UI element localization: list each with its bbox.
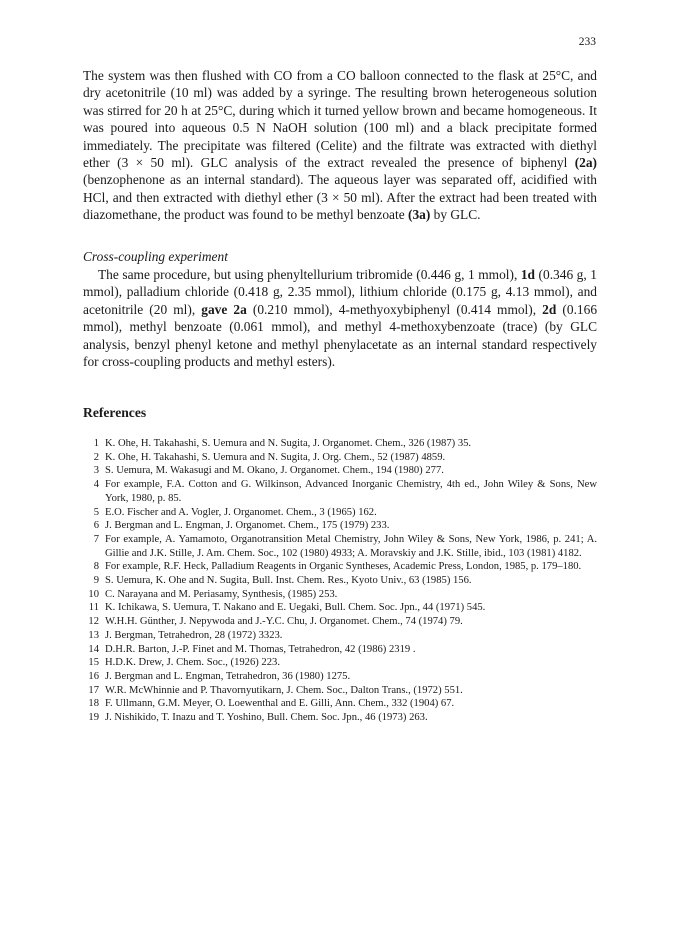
reference-number: 14 [88,643,99,655]
reference-number: 15 [88,657,99,669]
reference-text: W.H.H. Günther, J. Nepywoda and J.-Y.C. Chu, J. Organomet. Chem., 74 (1974) 79. [105,616,463,628]
page-number: 233 [578,36,596,48]
references-list [83,437,597,725]
reference-item [83,711,597,725]
reference-text: K. Ohe, H. Takahashi, S. Uemura and N. Sugita, J. Organomet. Chem., 326 (1987) 35. [105,438,472,449]
reference-number: 3 [93,465,99,477]
reference-item [83,601,597,615]
experimental-paragraph: The system was then flushed with CO from a CO balloon connected to the flask at 25°C, and dry acetonitrile (10 ml) was added by a syringe. The resulting brown heterogeneous solution was stirred for 20 h at 25°C, during which it turned yellow brown and became homogeneous. It was poured into aqueous 0.5 N NaOH solution (100 ml) and a black precipitate formed immediately. The precipitate was filtered (Celite) and the filtrate was extracted with diethyl ether (3 × 50 ml). GLC analysis of the extract revealed the presence of biphenyl (2a) (benzophenone as an internal standard). The aqueous layer was separated off, acidified with HCl, and then extracted with diethyl ether (3 × 50 ml). After the extract had been treated with diazomethane, the product was found to be methyl benzoate (3a) by GLC. [83,68,597,223]
reference-item [83,478,597,505]
reference-number: 8 [93,561,99,573]
reference-item [83,670,597,684]
reference-text: For example, F.A. Cotton and G. Wilkinson, Advanced Inorganic Chemistry, 4th ed., John Wiley & Sons, New York, 1980, p. 85. [105,479,597,504]
reference-text: S. Uemura, M. Wakasugi and M. Okano, J. Organomet. Chem., 194 (1980) 277. [105,465,444,477]
reference-item [83,615,597,629]
reference-item [83,656,597,670]
cross-coupling-paragraph: The same procedure, but using phenyltellurium tribromide (0.446 g, 1 mmol), 1d (0.346 g, 1 mmol), palladium chloride (0.418 g, 2.35 mmol), lithium chloride (0.175 g, 4.13 mmol), and acetonitrile (20 ml), gave 2a (0.210 mmol), 4-methyoxybiphenyl (0.414 mmol), 2d (0.166 mmol), methyl benzoate (0.061 mmol), and methyl 4-methoxybenzoate (trace) (by GLC analysis, benzyl phenyl ketone and methyl phenylacetate as an internal standard respectively for cross-coupling products and methyl esters). [83,267,598,370]
reference-number: 7 [93,533,99,545]
reference-item [83,451,597,465]
reference-text: J. Nishikido, T. Inazu and T. Yoshino, Bull. Chem. Soc. Jpn., 46 (1973) 263. [105,712,428,724]
reference-text: For example, R.F. Heck, Palladium Reagents in Organic Syntheses, Academic Press, London, 1985, p. 179–180. [105,561,582,573]
reference-number: 16 [88,670,99,682]
reference-item [83,574,597,588]
reference-number: 4 [93,479,99,491]
reference-item [83,506,597,520]
reference-text: J. Bergman and L. Engman, J. Organomet. Chem., 175 (1979) 233. [105,520,390,532]
reference-text: C. Narayana and M. Periasamy, Synthesis, (1985) 253. [105,588,338,600]
reference-number: 2 [93,451,99,463]
references-heading: References [83,405,147,420]
reference-item [83,684,597,698]
reference-number: 6 [93,520,99,532]
reference-number: 11 [88,602,99,614]
reference-item [83,533,597,560]
reference-text: K. Ohe, H. Takahashi, S. Uemura and N. Sugita, J. Org. Chem., 52 (1987) 4859. [105,451,446,463]
reference-text: K. Ichikawa, S. Uemura, T. Nakano and E. Uegaki, Bull. Chem. Soc. Jpn., 44 (1971) 545. [105,602,486,614]
reference-item [83,629,597,643]
reference-text: H.D.K. Drew, J. Chem. Soc., (1926) 223. [105,657,280,669]
reference-text: E.O. Fischer and A. Vogler, J. Organomet. Chem., 3 (1965) 162. [105,506,377,518]
reference-item [83,560,597,574]
reference-number: 12 [88,616,99,628]
reference-text: J. Bergman, Tetrahedron, 28 (1972) 3323. [105,629,283,641]
reference-item [83,588,597,602]
reference-item [83,437,597,451]
reference-item [83,643,597,657]
reference-text: D.H.R. Barton, J.-P. Finet and M. Thomas, Tetrahedron, 42 (1986) 2319 . [105,643,416,655]
reference-text: F. Ullmann, G.M. Meyer, O. Loewenthal and E. Gilli, Ann. Chem., 332 (1904) 67. [105,698,455,710]
reference-number: 10 [88,588,99,600]
reference-number: 9 [93,575,99,587]
reference-number: 19 [88,712,99,724]
section-heading: Cross-coupling experiment [83,249,228,264]
reference-text: W.R. McWhinnie and P. Thavornyutikarn, J. Chem. Soc., Dalton Trans., (1972) 551. [105,684,463,696]
reference-item [83,519,597,533]
reference-text: S. Uemura, K. Ohe and N. Sugita, Bull. Inst. Chem. Res., Kyoto Univ., 63 (1985) 156. [105,575,472,587]
reference-number: 17 [88,684,99,696]
reference-item [83,697,597,711]
reference-text: J. Bergman and L. Engman, Tetrahedron, 36 (1980) 1275. [105,670,351,682]
reference-number: 1 [93,438,99,449]
reference-item [83,464,597,478]
reference-text: For example, A. Yamamoto, Organotransition Metal Chemistry, John Wiley & Sons, New York, 1986, p. 241; A. Gillie and J.K. Stille, J. Am. Chem. Soc., 102 (1980) 4933; A. Moravskiy and J.K. Stille, ibid., 103 (1981) 4182. [105,533,597,559]
reference-number: 13 [88,629,99,641]
reference-number: 5 [93,506,99,518]
reference-number: 18 [88,698,99,710]
